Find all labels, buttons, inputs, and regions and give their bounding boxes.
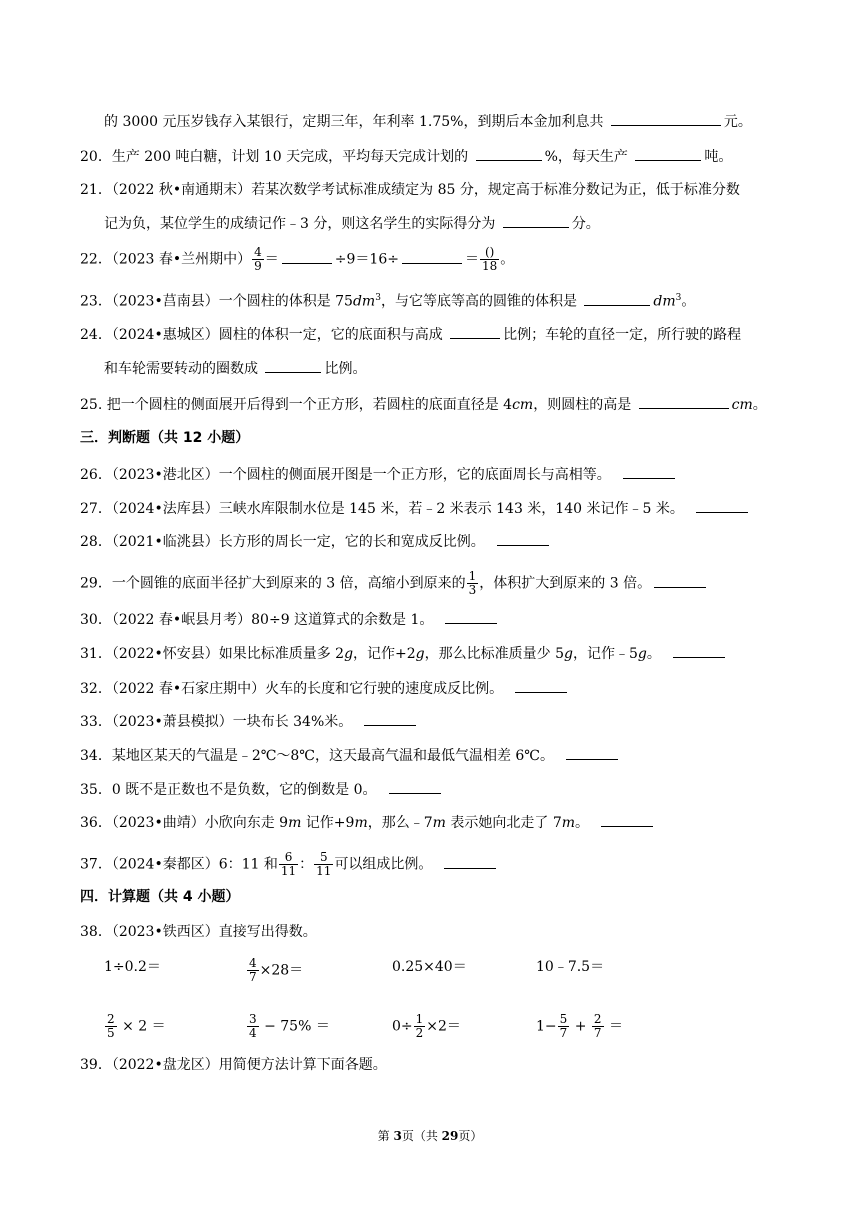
fraction: $\frac{2}{5}$ <box>107 1012 115 1040</box>
answer-blank[interactable] <box>566 744 618 760</box>
answer-blank[interactable] <box>265 357 321 373</box>
fraction: $\frac{1}{2}$ <box>415 1012 424 1040</box>
section-title-judgement: 三．判断题（共 12 小题） <box>80 430 250 446</box>
question-37: 37．（2024•秦都区）6：11 和 $\frac{6}{11}$ ： $\frac{5}{11}$ 可以组成比例。 <box>80 851 800 878</box>
question-27: 27．（2024•法库县）三峡水库限制水位是 145 米，若﹣2 米表示 143 米，140 米记作﹣5 米。 <box>80 497 800 519</box>
fraction: $\frac{6}{11}$ <box>280 850 297 878</box>
question-35: 35．0 既不是正数也不是负数，它的倒数是 0。 <box>80 778 800 800</box>
answer-blank[interactable] <box>444 853 496 869</box>
answer-blank[interactable] <box>696 497 748 513</box>
calc-item: $\frac{4}{7}$ ×28＝ <box>249 956 304 984</box>
question-39: 39．（2022•盘龙区）用简便方法计算下面各题。 <box>80 1057 387 1073</box>
question-23: 23．（2023•莒南县）一个圆柱的体积是 $75dm^3$，与它等底等高的圆锥的体积是 $dm^3$。 <box>80 288 800 312</box>
answer-blank[interactable] <box>635 145 701 161</box>
question-38: 38．（2023•铁西区）直接写出得数。 <box>80 924 317 940</box>
answer-blank[interactable] <box>639 393 729 409</box>
question-24: 24．（2024•惠城区）圆柱的体积一定，它的底面积与高成 比例；车轮的直径一定，所行驶的路程 <box>80 323 800 345</box>
answer-blank[interactable] <box>364 710 416 726</box>
fraction: $\frac{1}{3}$ <box>468 569 477 597</box>
calc-item: 1− $\frac{5}{7}$ + $\frac{2}{7}$ ＝ <box>536 1012 624 1040</box>
question-30: 30．（2022 春•岷县月考）80÷9 这道算式的余数是 1。 <box>80 608 800 630</box>
question-21: 21．（2022 秋•南通期末）若某次数学考试标准成绩定为 85 分，规定高于标准分数记为正，低于标准分数 <box>80 182 740 198</box>
question-24-line2: 和车轮需要转动的圈数成 比例。 <box>104 357 800 379</box>
question-22: 22．（2023 春•兰州期中） $\frac{4}{9}$ ＝ ÷9＝16÷ ＝ $\frac{()}{18}$ 。 <box>80 245 515 273</box>
fraction: $\frac{5}{11}$ <box>316 850 332 878</box>
answer-blank[interactable] <box>623 463 675 479</box>
answer-blank[interactable] <box>450 323 500 339</box>
fraction: $\frac{5}{7}$ <box>559 1012 568 1040</box>
answer-blank[interactable] <box>654 572 706 588</box>
calc-item: 10﹣7.5＝ <box>536 959 605 975</box>
answer-blank[interactable] <box>503 212 569 228</box>
answer-blank[interactable] <box>673 642 725 658</box>
calc-item: 1÷0.2＝ <box>104 959 161 975</box>
question-25: 25. 把一个圆柱的侧面展开后得到一个正方形，若圆柱的底面直径是 4cm，则圆柱的高是 cm。 <box>80 393 800 415</box>
answer-blank[interactable] <box>611 110 721 126</box>
answer-blank[interactable] <box>282 248 332 264</box>
answer-blank[interactable] <box>515 677 567 693</box>
answer-blank[interactable] <box>445 608 497 624</box>
answer-blank[interactable] <box>389 778 441 794</box>
fraction: $\frac{3}{4}$ <box>249 1012 257 1040</box>
answer-blank[interactable] <box>476 145 542 161</box>
calc-item: 0÷ $\frac{1}{2}$ ×2＝ <box>392 1012 461 1040</box>
fraction: $\frac{()}{18}$ <box>481 245 498 273</box>
fraction: $\frac{4}{7}$ <box>249 956 257 984</box>
calc-item: 0.25×40＝ <box>392 959 467 975</box>
section-title-calculation: 四．计算题（共 4 小题） <box>80 889 240 905</box>
question-32: 32．（2022 春•石家庄期中）火车的长度和它行驶的速度成反比例。 <box>80 677 800 699</box>
question-26: 26．（2023•港北区）一个圆柱的侧面展开图是一个正方形，它的底面周长与高相等。 <box>80 463 800 485</box>
question-34: 34．某地区某天的气温是﹣2℃～8℃，这天最高气温和最低气温相差 6℃。 <box>80 744 800 766</box>
question-33: 33．（2023•萧县模拟）一块布长 34%米。 <box>80 710 800 732</box>
question-21-line2: 记为负，某位学生的成绩记作﹣3 分，则这名学生的实际得分为 分。 <box>104 212 800 234</box>
answer-blank[interactable] <box>497 530 549 546</box>
question-36: 36．（2023•曲靖）小欣向东走 9m 记作+9m，那么﹣7m 表示她向北走了 7m。 <box>80 811 800 833</box>
question-20: 20．生产 200 吨白糖，计划 10 天完成，平均每天完成计划的 %，每天生产 吨。 <box>80 145 800 167</box>
calc-item: $\frac{2}{5}$ × 2 ＝ <box>107 1012 166 1040</box>
question-31: 31．（2022•怀安县）如果比标准质量多 2g，记作+2g，那么比标准质量少 5g，记作﹣5g。 <box>80 642 800 664</box>
answer-blank[interactable] <box>584 290 650 306</box>
question-29: 29．一个圆锥的底面半径扩大到原来的 3 倍，高缩小到原来的 $\frac{1}{3}$ ，体积扩大到原来的 3 倍。 <box>80 570 800 597</box>
calc-item: $\frac{3}{4}$ − 75% ＝ <box>249 1012 330 1040</box>
answer-blank[interactable] <box>601 811 653 827</box>
page-footer: 第 3页（共 29页） <box>377 1129 483 1143</box>
fraction: $\frac{2}{7}$ <box>593 1012 602 1040</box>
answer-blank[interactable] <box>402 248 462 264</box>
q19-continuation: 的 3000 元压岁钱存入某银行，定期三年，年利率 1.75%，到期后本金加利息共 元。 <box>104 110 800 132</box>
fraction: $\frac{4}{9}$ <box>254 245 262 273</box>
question-28: 28．（2021•临洮县）长方形的周长一定，它的长和宽成反比例。 <box>80 530 800 552</box>
